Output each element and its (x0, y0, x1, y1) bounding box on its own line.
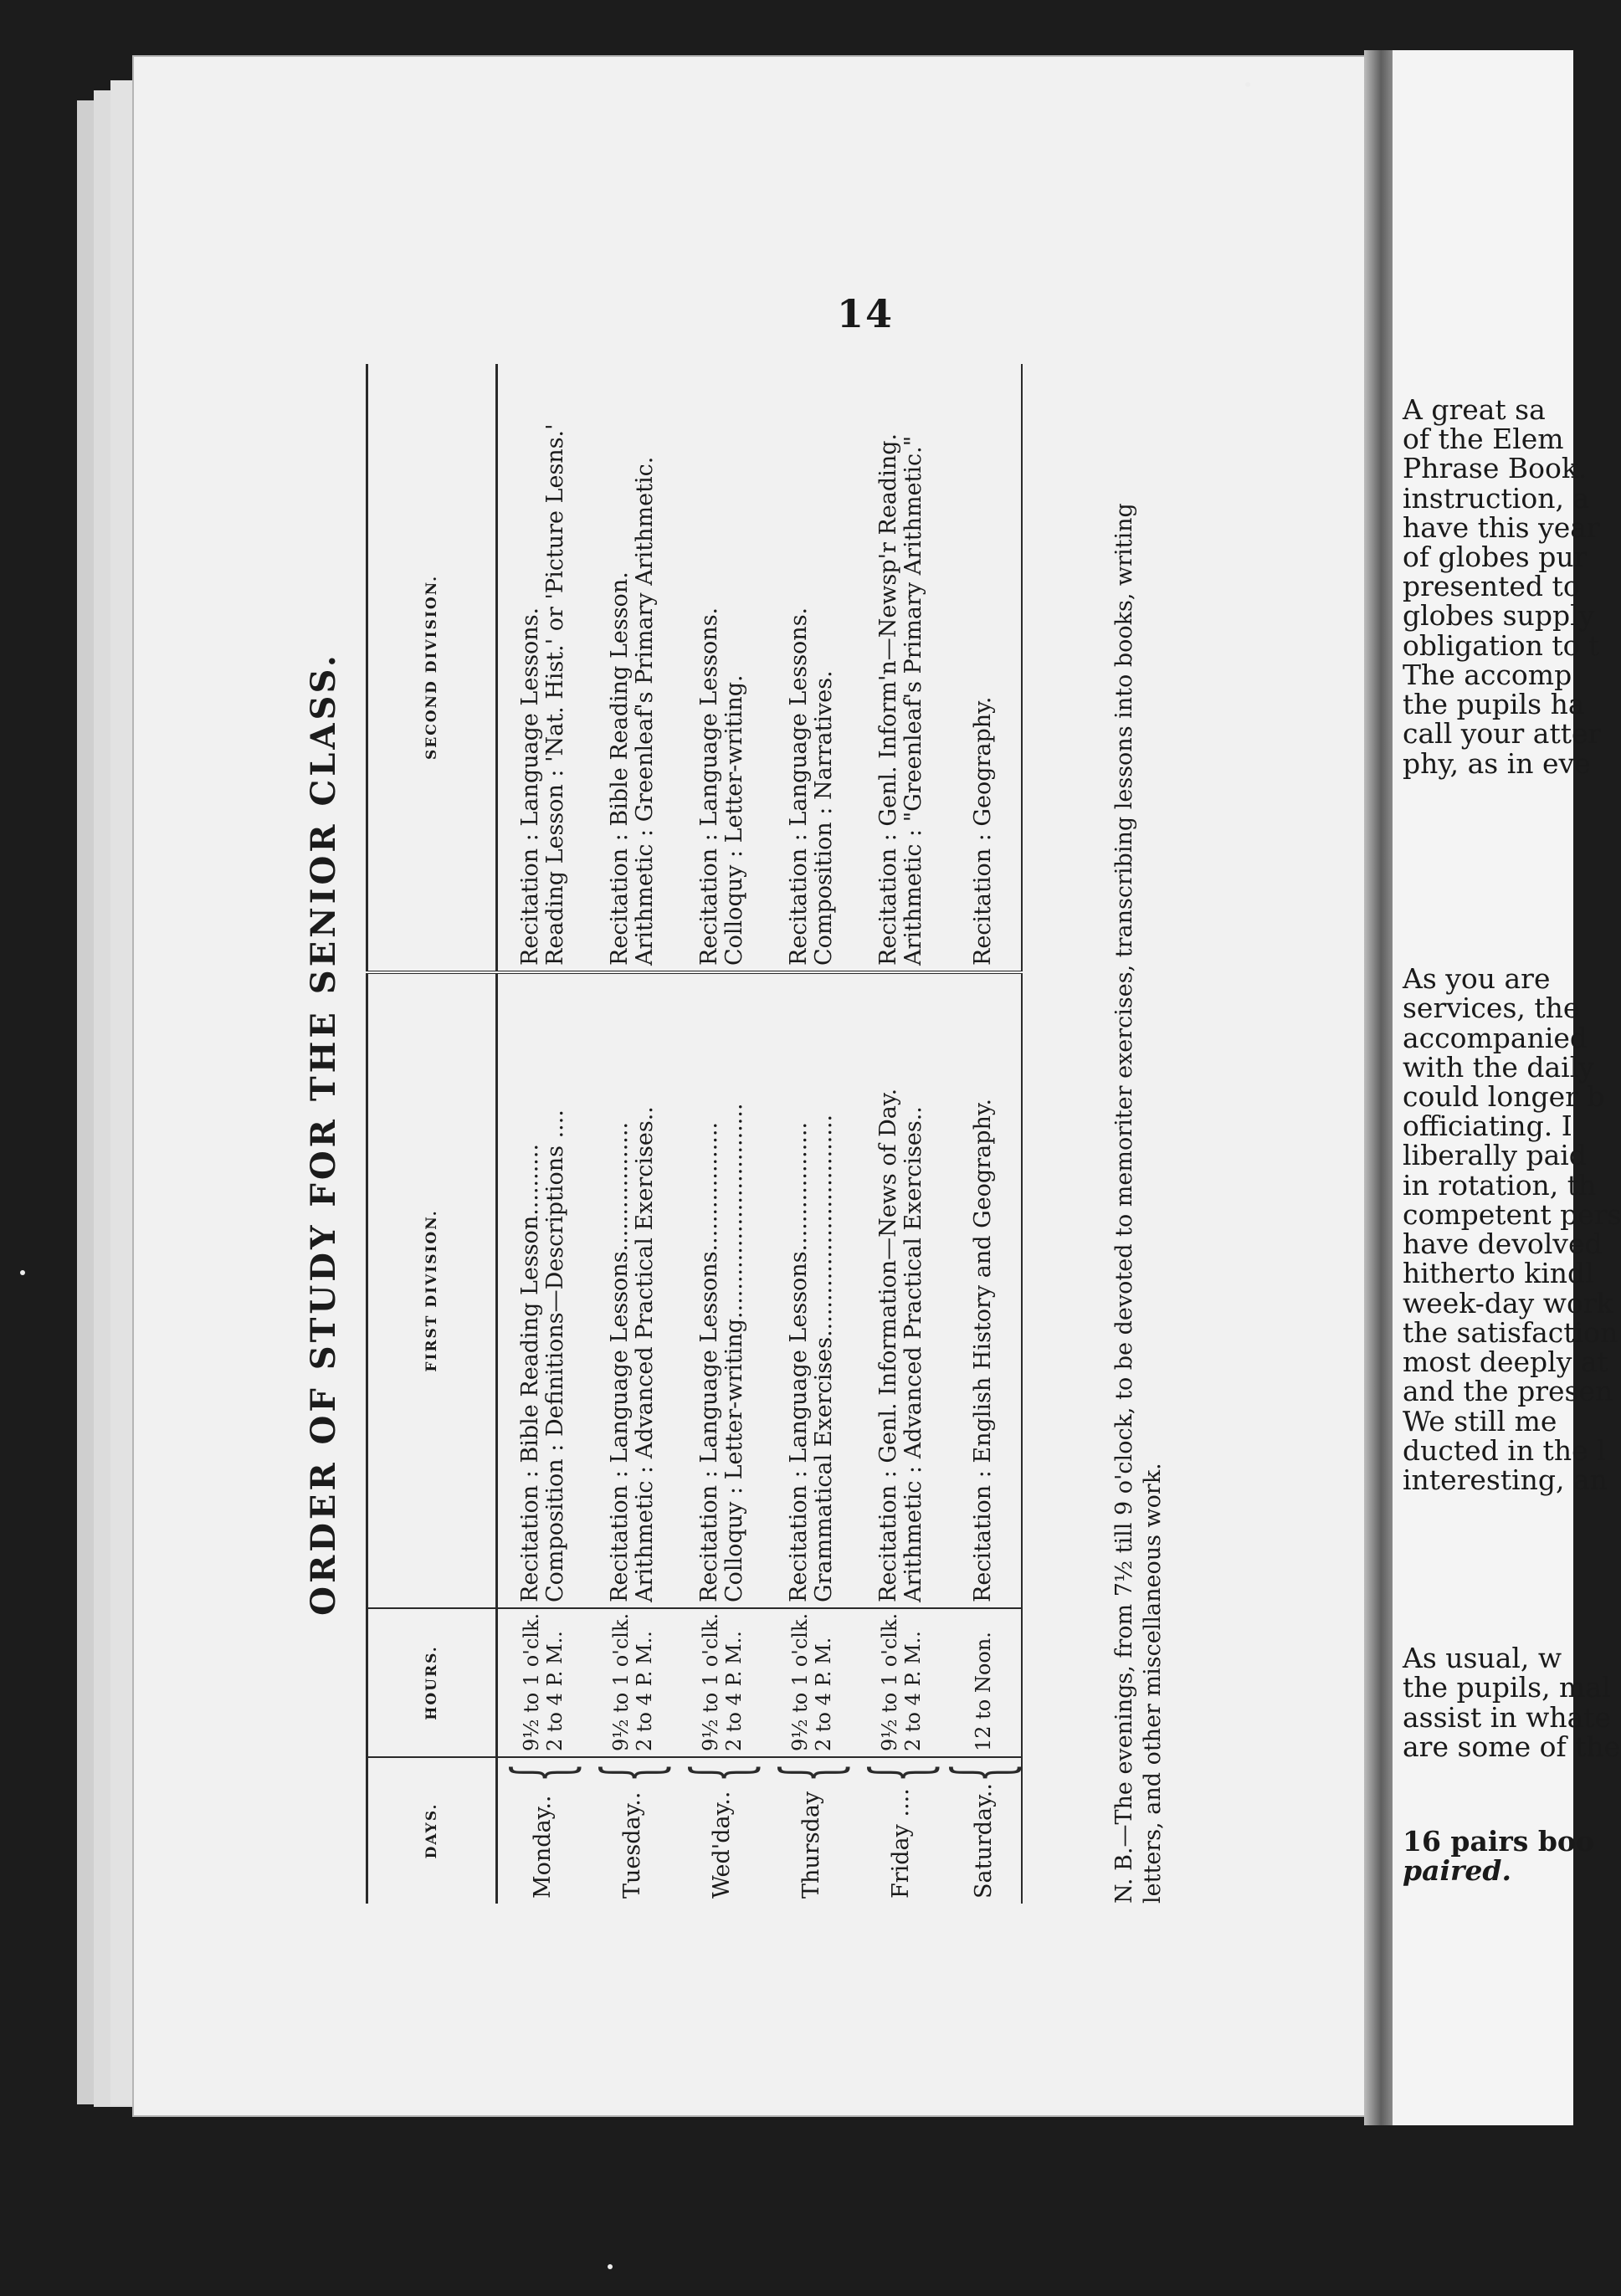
hours-noon: 12 to Noon. (972, 1632, 995, 1751)
right-page-line: liberally paid (1403, 1139, 1587, 1171)
brace-icon: { (498, 1763, 587, 1782)
hours-cell (946, 1608, 1022, 1757)
first-division-afternoon: Composition : Definitions—Descriptions .... (541, 1110, 568, 1602)
first-division-afternoon: Arithmetic : Advanced Practical Exercises.. (900, 1106, 926, 1602)
hours-cell (497, 1608, 588, 1757)
right-page-line: Phrase Book. (1403, 452, 1588, 484)
footnote-lead: N. B. (1111, 1847, 1137, 1904)
hours-morning: 9½ to 1 o'clk. (608, 1612, 633, 1751)
day-label: Monday.. (530, 1795, 556, 1899)
hours-cell (767, 1608, 856, 1757)
hours-afternoon: 2 to 4 P. M. (811, 1637, 835, 1751)
hours-morning: 9½ to 1 o'clk. (519, 1612, 543, 1751)
hours-afternoon: 2 to 4 P. M.. (542, 1631, 567, 1751)
first-division-morning: Recitation : Language Lessons.................. (695, 1121, 722, 1602)
speck (1245, 82, 1250, 87)
brace-icon: { (587, 1763, 677, 1782)
table-row (767, 364, 856, 1904)
second-division-entry: Recitation : Geography. (970, 696, 996, 966)
second-division-morning: Recitation : Genl. Inform'n—Newsp'r Reading. (875, 433, 901, 966)
second-division-morning: Recitation : Language Lessons. (785, 607, 812, 966)
first-division-morning: Recitation : Language Lessons.................. (785, 1121, 812, 1602)
hours-cell (856, 1608, 946, 1757)
header-first-division: FIRST DIVISION. (367, 972, 497, 1608)
day-cell (767, 1757, 856, 1904)
right-page-line: ducted in the l (1403, 1434, 1606, 1467)
second-division-afternoon: Composition : Narratives. (810, 670, 837, 966)
day-label: Saturday.. (970, 1783, 997, 1899)
right-page-line: services, the (1403, 992, 1580, 1024)
second-division-cell (497, 364, 588, 972)
hours-afternoon: 2 to 4 P. M.. (721, 1631, 746, 1751)
right-page-line: 16 pairs boo (1403, 1825, 1594, 1858)
first-division-cell (946, 972, 1022, 1608)
right-page-line: We still me (1403, 1405, 1557, 1438)
second-division-cell (587, 364, 677, 972)
day-label: Wed'day.. (709, 1791, 735, 1899)
right-page-line: competent pers (1403, 1198, 1621, 1231)
first-division-morning: Recitation : Bible Reading Lesson.......... (516, 1143, 543, 1602)
header-second-division: SECOND DIVISION. (367, 364, 497, 972)
brace-icon: { (677, 1763, 767, 1782)
right-page-line: The accomp (1403, 659, 1572, 691)
day-label: Tuesday.. (619, 1791, 645, 1899)
first-division-cell (677, 972, 767, 1608)
second-division-afternoon: Arithmetic : Greenleaf's Primary Arithmetic. (631, 456, 658, 966)
right-page-line: presented to (1403, 570, 1580, 602)
right-page-line: officiating. I (1403, 1110, 1572, 1142)
header-hours: HOURS. (367, 1608, 497, 1757)
day-cell (587, 1757, 677, 1904)
hours-cell (587, 1608, 677, 1757)
hours-afternoon: 2 to 4 P. M.. (632, 1631, 656, 1751)
first-division-cell (497, 972, 588, 1608)
second-division-cell (767, 364, 856, 972)
right-page-line: of the Elem (1403, 423, 1564, 455)
speck (608, 2264, 613, 2269)
first-division-afternoon: Arithmetic : Advanced Practical Exercises.. (631, 1106, 658, 1602)
table-row (856, 364, 946, 1904)
right-page-line: and the presen (1403, 1375, 1613, 1407)
hours-cell (677, 1608, 767, 1757)
brace-icon: { (856, 1763, 946, 1782)
right-page-line: globes supply (1403, 599, 1595, 632)
hours-morning: 9½ to 1 o'clk. (787, 1612, 812, 1751)
right-page-line: paired. (1403, 1854, 1511, 1887)
footnote-line-1: —The evenings, from 7½ till 9 o'clock, to be devoted to memoriter exercises, transcribing lessons into books, writing (1111, 503, 1137, 1848)
first-division-afternoon: Colloquy : Letter-writing.............................. (721, 1103, 747, 1602)
first-division-cell (856, 972, 946, 1608)
second-division-morning: Recitation : Language Lessons. (516, 607, 543, 966)
right-page-line: week-day work (1403, 1287, 1613, 1320)
brace-icon: { (938, 1763, 1029, 1782)
right-page-line: As you are (1403, 962, 1551, 995)
first-division-afternoon: Grammatical Exercises............................... (810, 1114, 837, 1602)
day-cell (856, 1757, 946, 1904)
day-label: Thursday (798, 1791, 824, 1899)
right-page-line: the satisfaction (1403, 1316, 1618, 1349)
speck (20, 1270, 25, 1275)
table-row (677, 364, 767, 1904)
right-page-line: have this year (1403, 511, 1600, 544)
right-page-line: obligation to t (1403, 629, 1600, 662)
right-page-line: phy, as in eve (1403, 747, 1591, 780)
book-gutter (1364, 50, 1393, 2125)
brace-icon: { (767, 1763, 856, 1782)
right-page-line: instruction, a (1403, 482, 1590, 515)
second-division-cell (856, 364, 946, 972)
right-page-line: accompanied (1403, 1022, 1588, 1054)
second-division-afternoon: Reading Lesson : 'Nat. Hist.' or 'Picture Lesns.' (541, 423, 568, 966)
day-label: Friday .... (888, 1788, 914, 1899)
table-header-row (367, 364, 497, 1904)
second-division-cell (946, 364, 1022, 972)
right-page-line: could longer b (1403, 1080, 1605, 1113)
header-days: DAYS. (423, 1802, 440, 1859)
right-page-line: with the daily (1403, 1051, 1594, 1084)
page-number: 14 (837, 291, 895, 336)
first-division-morning: Recitation : Language Lessons.................. (606, 1121, 633, 1602)
right-page-line: are some of the (1403, 1730, 1621, 1763)
right-page-line: the pupils, mal (1403, 1671, 1611, 1704)
second-division-afternoon: Colloquy : Letter-writing. (721, 674, 747, 966)
footnote-line-2: letters, and other miscellaneous work. (1140, 1463, 1166, 1904)
right-page-line: of globes pur (1403, 541, 1588, 573)
right-page-line: A great sa (1403, 393, 1546, 426)
first-division-entry: Recitation : English History and Geography. (970, 1098, 996, 1602)
first-division-cell (767, 972, 856, 1608)
right-page-line: assist in whate (1403, 1701, 1612, 1734)
hours-afternoon: 2 to 4 P. M.. (900, 1631, 925, 1751)
right-page-line: As usual, w (1403, 1642, 1562, 1674)
hours-morning: 9½ to 1 o'clk. (877, 1612, 901, 1751)
right-page-line: in rotation, th (1403, 1169, 1597, 1202)
table-row (946, 364, 1022, 1904)
table-row (587, 364, 677, 1904)
right-page-line: interesting, an (1403, 1463, 1608, 1496)
day-cell (677, 1757, 767, 1904)
first-division-morning: Recitation : Genl. Information—News of Day. (875, 1088, 901, 1602)
second-division-afternoon: Arithmetic : "Greenleaf's Primary Arithmetic." (900, 435, 926, 966)
right-page-line: call your atter (1403, 717, 1602, 750)
day-cell (497, 1757, 588, 1904)
right-page-line: the pupils ha (1403, 688, 1585, 720)
second-division-cell (677, 364, 767, 972)
study-table (366, 364, 1029, 1904)
right-page-line: hitherto kindl (1403, 1257, 1594, 1289)
day-cell (938, 1757, 1029, 1904)
table-row (497, 364, 588, 1904)
right-page-line: have devolved (1403, 1227, 1603, 1260)
schedule-block (297, 364, 1218, 1904)
second-division-morning: Recitation : Language Lessons. (695, 607, 722, 966)
right-page-line: most deeply at (1403, 1345, 1608, 1378)
footnote (1111, 364, 1167, 1904)
hours-morning: 9½ to 1 o'clk. (698, 1612, 722, 1751)
table-title: ORDER OF STUDY FOR THE SENIOR CLASS. (304, 652, 343, 1616)
second-division-morning: Recitation : Bible Reading Lesson. (606, 571, 633, 966)
first-division-cell (587, 972, 677, 1608)
